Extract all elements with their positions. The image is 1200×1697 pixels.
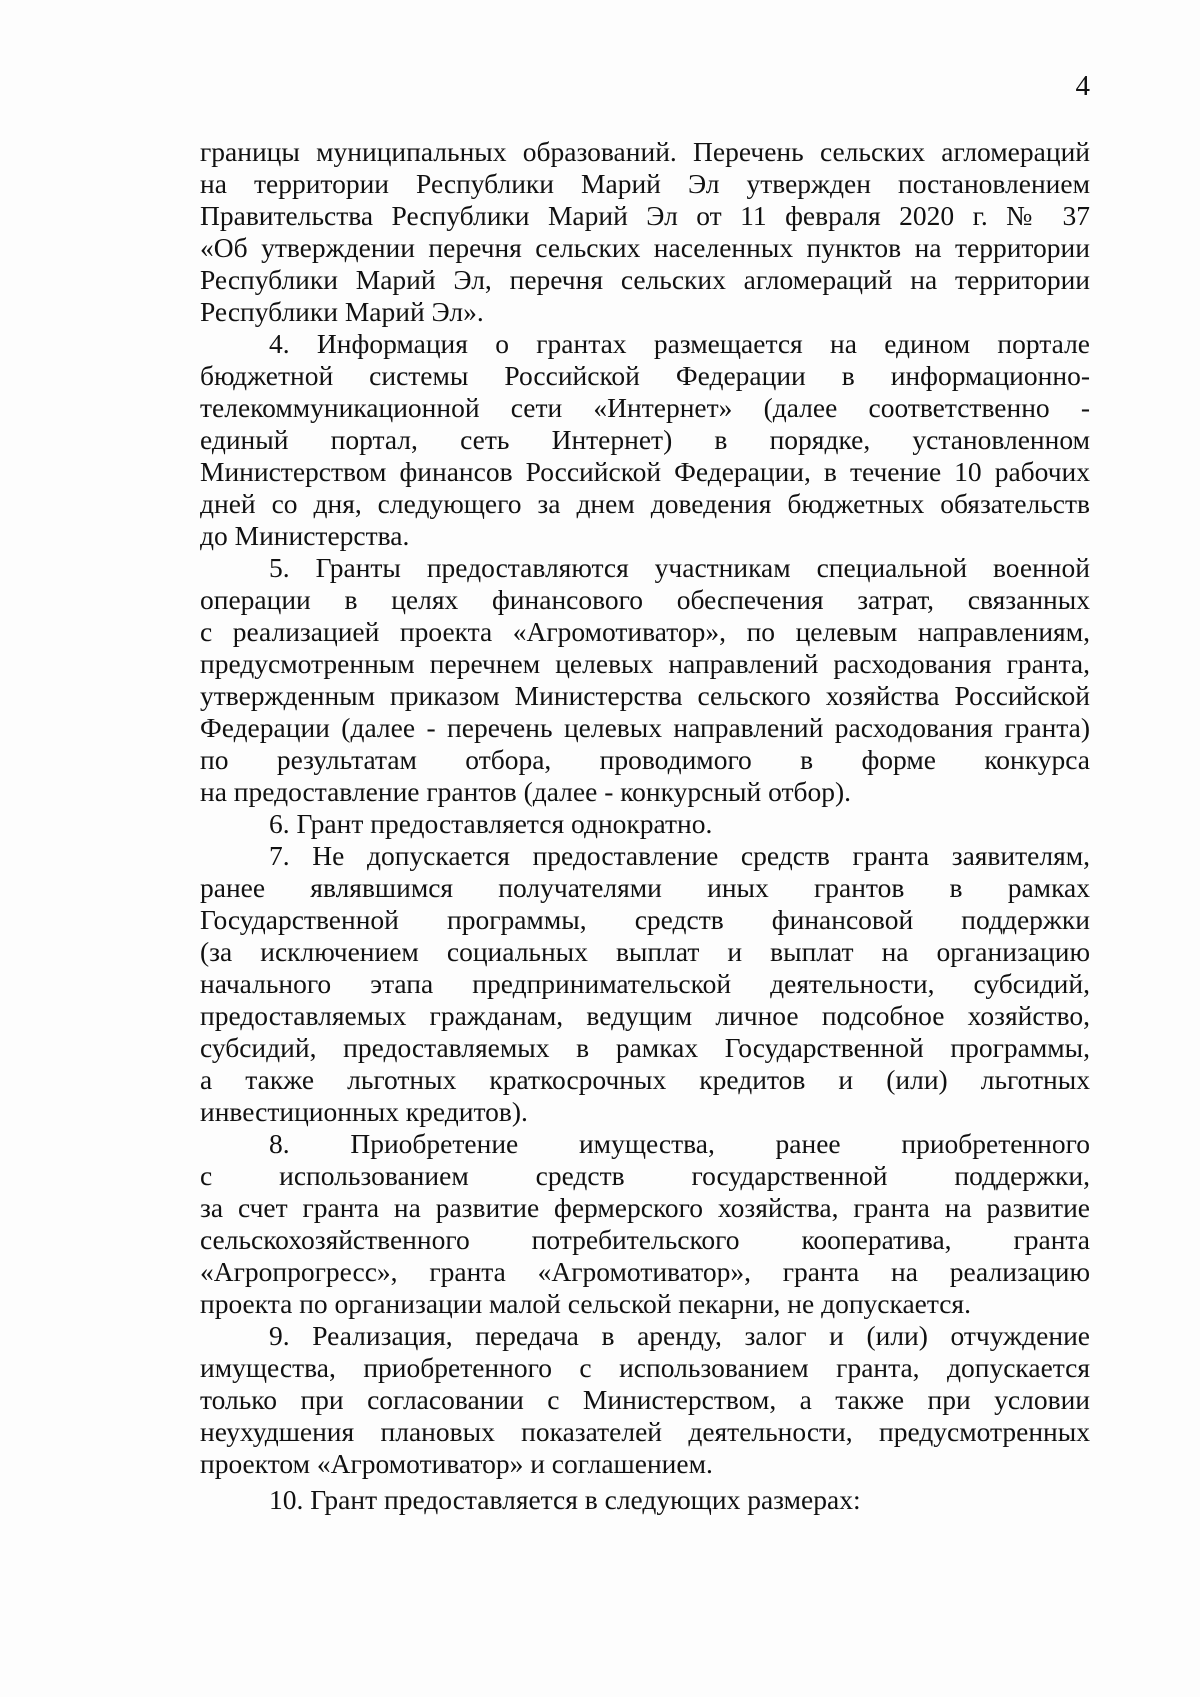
text-line: предусмотренным перечнем целевых направлений расходования гранта, — [200, 648, 1090, 679]
paragraph-start: 5. Гранты предоставляются участникам специальной военной — [269, 552, 1090, 583]
text-line: «Об утверждении перечня сельских населенных пунктов на территории — [200, 232, 1090, 263]
text-line: неухудшения плановых показателей деятельности, предусмотренных — [200, 1416, 1090, 1447]
text-line: Федерации (далее - перечень целевых направлений расходования гранта) — [200, 712, 1090, 743]
text-line: предоставляемых гражданам, ведущим личное подсобное хозяйство, — [200, 1000, 1090, 1031]
text-line: дней со дня, следующего за днем доведения бюджетных обязательств — [200, 488, 1090, 519]
text-line: с реализацией проекта «Агромотиватор», по целевым направлениям, — [200, 616, 1090, 647]
paragraph-start: 7. Не допускается предоставление средств гранта заявителям, — [269, 840, 1090, 871]
text-line: Республики Марий Эл, перечня сельских агломераций на территории — [200, 264, 1090, 295]
text-line: Правительства Республики Марий Эл от 11 февраля 2020 г. № 37 — [200, 200, 1090, 231]
text-line: бюджетной системы Российской Федерации в информационно- — [200, 360, 1090, 391]
text-line: инвестиционных кредитов). — [200, 1096, 528, 1127]
page-number: 4 — [1075, 70, 1090, 102]
text-line: телекоммуникационной сети «Интернет» (далее соответственно - — [200, 392, 1090, 423]
paragraph-start: 6. Грант предоставляется однократно. — [269, 808, 713, 839]
text-line: ранее являвшимся получателями иных грантов в рамках — [200, 872, 1090, 903]
text-line: проекта по организации малой сельской пекарни, не допускается. — [200, 1288, 971, 1319]
text-line: по результатам отбора, проводимого в форме конкурса — [200, 744, 1090, 775]
paragraph-start: 8. Приобретение имущества, ранее приобретенного — [269, 1128, 1090, 1159]
text-line: операции в целях финансового обеспечения затрат, связанных — [200, 584, 1090, 615]
text-line: единый портал, сеть Интернет) в порядке, установленном — [200, 424, 1090, 455]
text-line: до Министерства. — [200, 520, 410, 551]
text-line: субсидий, предоставляемых в рамках Государственной программы, — [200, 1032, 1090, 1063]
text-line: с использованием средств государственной поддержки, — [200, 1160, 1090, 1191]
text-line: сельскохозяйственного потребительского кооператива, гранта — [200, 1224, 1090, 1255]
text-line: проектом «Агромотиватор» и соглашением. — [200, 1448, 713, 1479]
text-line: «Агропрогресс», гранта «Агромотиватор», гранта на реализацию — [200, 1256, 1090, 1287]
text-line: начального этапа предпринимательской деятельности, субсидий, — [200, 968, 1090, 999]
paragraph-start: 9. Реализация, передача в аренду, залог и (или) отчуждение — [269, 1320, 1090, 1351]
text-line: за счет гранта на развитие фермерского хозяйства, гранта на развитие — [200, 1192, 1090, 1223]
paragraph-start: 10. Грант предоставляется в следующих размерах: — [269, 1484, 861, 1515]
text-line: Министерством финансов Российской Федерации, в течение 10 рабочих — [200, 456, 1090, 487]
text-line: на территории Республики Марий Эл утвержден постановлением — [200, 168, 1090, 199]
text-line: имущества, приобретенного с использованием гранта, допускается — [200, 1352, 1090, 1383]
text-line: а также льготных краткосрочных кредитов и (или) льготных — [200, 1064, 1090, 1095]
text-line: только при согласовании с Министерством, а также при условии — [200, 1384, 1090, 1415]
text-line: границы муниципальных образований. Перечень сельских агломераций — [200, 136, 1090, 167]
text-line: Государственной программы, средств финансовой поддержки — [200, 904, 1090, 935]
text-line: на предоставление грантов (далее - конкурсный отбор). — [200, 776, 852, 807]
text-line: (за исключением социальных выплат и выплат на организацию — [200, 936, 1090, 967]
text-line: утвержденным приказом Министерства сельского хозяйства Российской — [200, 680, 1090, 711]
text-line: Республики Марий Эл». — [200, 296, 484, 327]
paragraph-start: 4. Информация о грантах размещается на едином портале — [269, 328, 1090, 359]
